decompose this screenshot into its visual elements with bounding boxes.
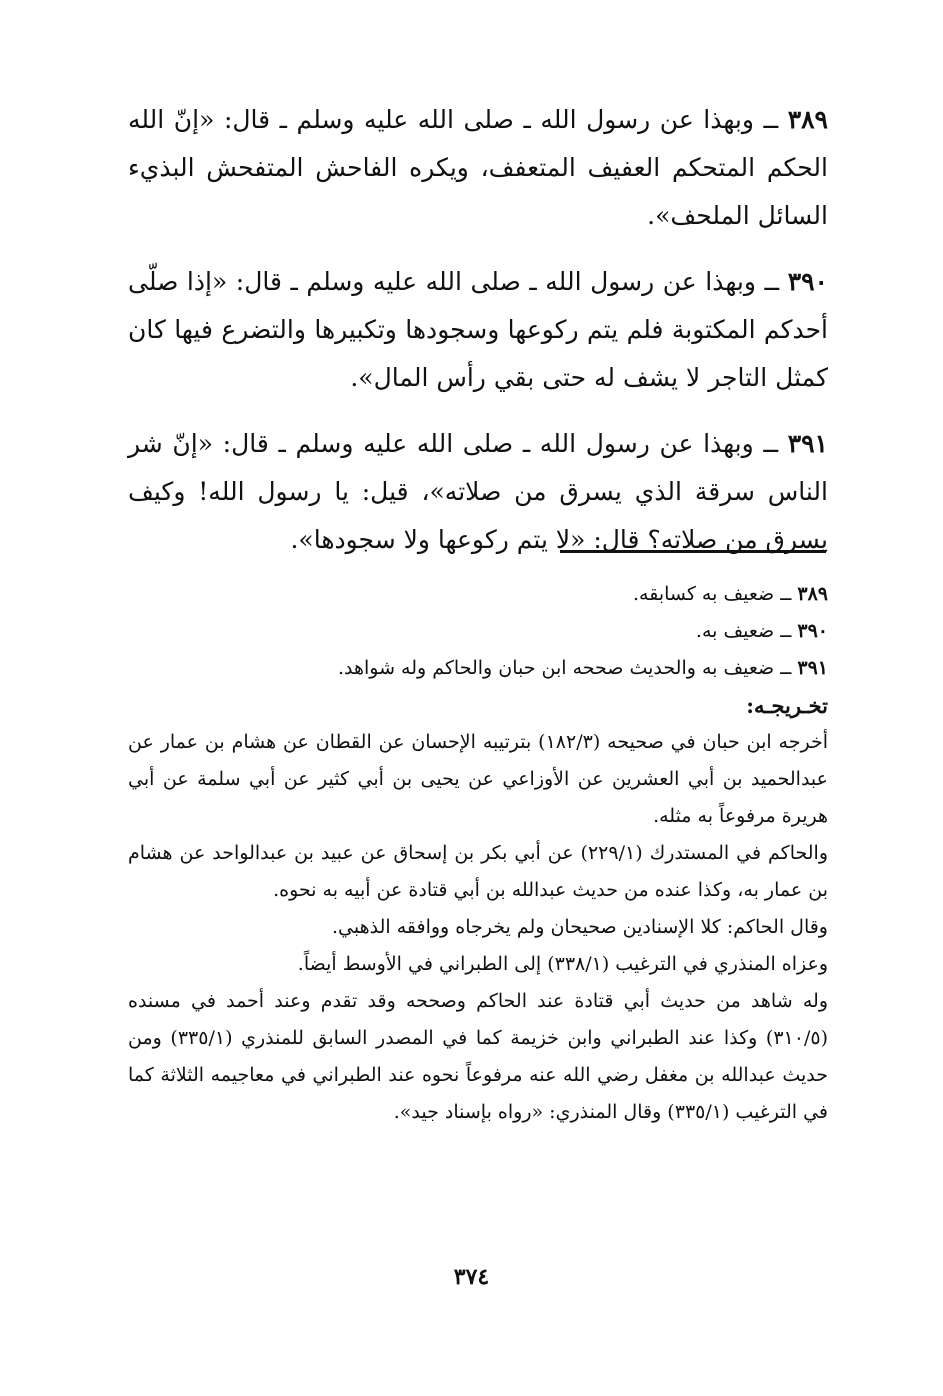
hadith-text: ــ وبهذا عن رسول الله ـ صلى الله عليه وسلم ـ قال: «إنّ الله الحكم المتحكم العفيف المتعفف، ويكره الفاحش المتفحش البذيء السائل الملحف». <box>128 105 828 230</box>
footnote-number: ٣٩٠ <box>797 620 828 642</box>
hadith-390 <box>128 258 828 402</box>
footnote-389 <box>128 576 828 613</box>
footnote-390 <box>128 613 828 650</box>
takhrij-paragraph: وعزاه المنذري في الترغيب (٣٣٨/١) إلى الطبراني في الأوسط أيضاً. <box>297 953 828 975</box>
footnotes-section <box>128 576 828 1131</box>
footnote-number: ٣٨٩ <box>797 583 828 605</box>
footnote-text: ــ ضعيف به كسابقه. <box>632 583 798 605</box>
hadith-number: ٣٨٩ <box>787 105 828 134</box>
page-number: ٣٧٤ <box>453 1264 490 1290</box>
footnote-divider <box>560 550 826 553</box>
footnote-number: ٣٩١ <box>797 657 828 679</box>
footnote-391 <box>128 650 828 687</box>
footnote-text: ــ ضعيف به. <box>695 620 798 642</box>
takhrij-paragraph: وقال الحاكم: كلا الإسنادين صحيحان ولم يخرجاه ووافقه الذهبي. <box>332 916 828 938</box>
hadith-section <box>128 96 828 582</box>
hadith-number: ٣٩٠ <box>787 267 828 296</box>
hadith-number: ٣٩١ <box>787 429 828 458</box>
hadith-text: ــ وبهذا عن رسول الله ـ صلى الله عليه وسلم ـ قال: «إذا صلّى أحدكم المكتوبة فلم يتم ركوعها وسجودها وتكبيرها والتضرع فيها كان كمثل التاجر لا يشف له حتى بقي رأس المال». <box>128 267 828 392</box>
takhrij-heading: تخـريجـه: <box>746 693 828 718</box>
hadith-text: ــ وبهذا عن رسول الله ـ صلى الله عليه وسلم ـ قال: «إنّ شر الناس سرقة الذي يسرق من صلاته»، قيل: يا رسول الله! وكيف يسرق من صلاته؟ قال: «لا يتم ركوعها ولا سجودها». <box>128 429 828 554</box>
takhrij-paragraph: أخرجه ابن حبان في صحيحه (١٨٢/٣) بترتيبه الإحسان عن القطان عن هشام بن عمار عن عبدالحميد بن أبي العشرين عن الأوزاعي عن يحيى بن أبي كثير عن أبي سلمة عن أبي هريرة مرفوعاً به مثله. <box>128 731 828 827</box>
takhrij-paragraph: والحاكم في المستدرك (٢٢٩/١) عن أبي بكر بن إسحاق عن عبيد بن عبدالواحد عن هشام بن عمار به، وكذا عنده من حديث عبدالله بن أبي قتادة عن أبيه به نحوه. <box>128 842 829 901</box>
hadith-391 <box>128 420 828 564</box>
footnote-text: ــ ضعيف به والحديث صححه ابن حبان والحاكم وله شواهد. <box>337 657 798 679</box>
hadith-389 <box>128 96 828 240</box>
takhrij-paragraph: وله شاهد من حديث أبي قتادة عند الحاكم وصححه وقد تقدم وعند أحمد في مسنده (٣١٠/٥) وكذا عند الطبراني وابن خزيمة كما في المصدر السابق للمنذري (٣٣٥/١) ومن حديث عبدالله بن مغفل رضي الله عنه مرفوعاً نحوه عند الطبراني في معاجيمه الثلاثة كما في الترغيب (٣٣٥/١) وقال المنذري: «رواه بإسناد جيد». <box>128 990 828 1123</box>
